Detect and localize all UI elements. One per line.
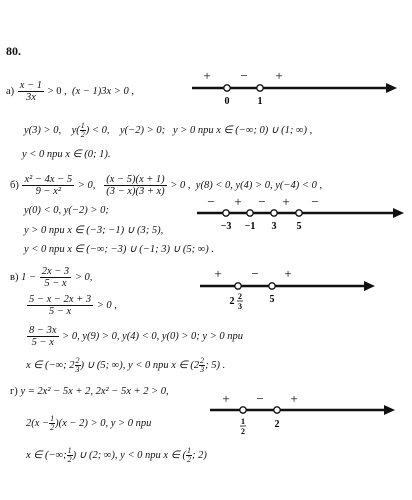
part-b-fraction-1	[22, 174, 74, 197]
part-b-point-2	[247, 210, 253, 216]
part-b-fraction-1-num: x² − 4x − 5	[24, 174, 73, 185]
part-g-point-2	[274, 407, 280, 413]
part-b-point-label-4: 5	[296, 221, 302, 232]
part-b-negative: y < 0 при x ∈ (−∞; −3) ∪ (−1; 3) ∪ (5; ∞) .	[24, 244, 214, 255]
part-v-l3-den: 5 − x	[31, 337, 54, 348]
part-a-ineq-rest: > 0 ,	[47, 85, 67, 97]
part-b-fraction-2-den: (3 − x)(3 + x)	[106, 186, 165, 197]
part-v-point-2	[269, 283, 275, 289]
part-v-l4-fn: 2	[75, 356, 80, 365]
part-g-l2-pre: 2(x −	[26, 417, 50, 429]
part-g-l3-den: 2	[67, 455, 72, 464]
part-g-l1: y = 2x² − 5x + 2, 2x² − 5x + 2 > 0,	[20, 386, 169, 397]
part-v-l3-post: > 0, y(9) > 0, y(4) < 0, y(0) > 0; y > 0 при	[62, 330, 244, 342]
part-g-l3-den2: 2	[186, 455, 191, 464]
part-v-label: в)	[10, 271, 19, 283]
part-v-l1-post: > 0,	[74, 271, 93, 283]
part-v-point-label-2: 5	[269, 294, 275, 305]
part-b-point-1	[223, 210, 229, 216]
part-a-sign-2: −	[240, 68, 248, 83]
part-b-point-label-2: −1	[244, 221, 256, 232]
part-a-fraction	[18, 80, 44, 103]
part-g-l3-mid: ) ∪ (2; ∞), y < 0 при x ∈ (	[72, 449, 186, 461]
part-a-check-2-den: 2	[80, 130, 85, 139]
part-g-l2-post: )(x − 2) > 0, y > 0 при	[55, 417, 152, 429]
part-b-inequalities	[10, 174, 322, 197]
part-b-sign-2: +	[234, 196, 242, 209]
part-g-l3-post: ; 2)	[191, 449, 207, 461]
part-a-label: а)	[6, 85, 15, 97]
part-v-l2-den: 5 − x	[48, 306, 72, 317]
part-a-point-0	[224, 85, 230, 91]
part-b-sign-4: +	[282, 196, 290, 209]
part-v-point-1-den: 3	[238, 302, 242, 311]
part-a-sign-3: +	[275, 68, 283, 83]
part-v-line-4	[26, 357, 225, 374]
part-a-check-2-end: ) < 0,	[85, 124, 110, 136]
part-a-arrow	[386, 83, 397, 93]
problem-number: 80.	[6, 44, 21, 58]
part-b-number-line	[195, 196, 407, 234]
part-v-line-2	[26, 294, 117, 317]
part-a-inequality	[6, 80, 134, 103]
part-g-label: г)	[10, 386, 18, 397]
part-g-l2-den: 2	[50, 423, 55, 432]
part-b-point-label-3: 3	[271, 221, 277, 232]
part-b-sign-3: −	[258, 196, 266, 209]
part-g-line-3	[26, 447, 207, 464]
part-v-number-line	[198, 264, 378, 316]
part-a-fraction-denominator: 3x	[25, 92, 36, 103]
part-v-l4-mid: ) ∪ (5; ∞), y < 0 при x ∈ (2	[80, 359, 200, 371]
part-a-point-1	[257, 85, 263, 91]
part-g-point-label-2: 2	[274, 419, 280, 430]
part-a-result: y < 0 при x ∈ (0; 1).	[22, 149, 111, 160]
part-v-l4-pre: x ∈ (−∞; 2	[26, 359, 75, 371]
part-g-point-1	[240, 407, 246, 413]
part-b-point-label-1: −3	[220, 221, 232, 232]
part-b-fraction-1-den: 9 − x²	[35, 186, 61, 197]
part-b-sign-5: −	[311, 196, 319, 209]
part-v-l2-num: 5 − x − 2x + 3	[29, 294, 92, 305]
part-b-checks-1: y(8) < 0, y(4) > 0, y(−4) < 0 ,	[195, 179, 323, 191]
part-v-l3-fraction	[27, 325, 59, 348]
part-a-equivalent: (x − 1)3x > 0 ,	[71, 85, 134, 97]
part-v-l3-num: 8 − 3x	[29, 325, 57, 336]
part-g-sign-1: +	[222, 392, 230, 406]
part-g-point-1-den: 2	[241, 427, 245, 436]
part-a-check-1: y(3) > 0,	[24, 124, 62, 136]
part-b-checks-2: y(0) < 0, y(−2) > 0;	[24, 205, 109, 216]
part-b-arrow	[393, 208, 404, 218]
part-g-number-line	[208, 392, 396, 444]
part-a-point-label-1: 0	[224, 96, 230, 107]
part-v-l4-fd2: 3	[200, 365, 205, 374]
part-v-l4-fd: 3	[75, 365, 80, 374]
part-b-point-4	[296, 210, 302, 216]
part-g-sign-3: +	[290, 392, 298, 406]
part-v-line-3	[26, 325, 243, 348]
part-v-point-1-num: 2	[238, 292, 242, 301]
part-v-l2-fraction	[27, 294, 93, 317]
part-b-point-3	[271, 210, 277, 216]
part-v-sign-1: +	[214, 266, 222, 281]
part-b-gt-2: > 0 ,	[170, 179, 191, 191]
part-v-l4-fn2: 2	[200, 356, 205, 365]
part-g-l2-num: 1	[50, 414, 55, 423]
part-b-fraction-2-num: (x − 5)(x + 1)	[106, 174, 165, 185]
part-v-l1-fraction	[40, 266, 72, 289]
part-g-line-1	[10, 386, 169, 397]
part-a-number-line	[190, 66, 400, 110]
part-b-fraction-2	[104, 174, 166, 197]
part-v-l1-num: 2x − 3	[41, 266, 70, 277]
part-a-check-2-num: 1	[80, 121, 85, 130]
part-a-check-2-start: y(	[71, 124, 80, 136]
part-a-sign-1: +	[203, 68, 211, 83]
part-g-l3-num2: 1	[186, 446, 191, 455]
part-v-l2-post: > 0 ,	[96, 299, 117, 311]
part-v-l4-post: ; 5) .	[205, 359, 226, 371]
part-v-sign-3: +	[284, 266, 292, 281]
part-g-arrow	[384, 405, 395, 415]
part-a-point-label-2: 1	[257, 96, 263, 107]
part-v-point-1-whole: 2	[229, 296, 235, 307]
part-v-sign-2: −	[251, 266, 259, 281]
part-b-label: б)	[10, 179, 19, 191]
part-b-gt-1: > 0,	[77, 179, 96, 191]
part-v-arrow	[364, 281, 375, 291]
part-b-sign-1: −	[207, 196, 215, 209]
part-b-positive: y > 0 при x ∈ (−3; −1) ∪ (3; 5),	[24, 225, 164, 236]
part-g-line-2	[26, 415, 151, 432]
part-v-l1-pre: 1 −	[21, 271, 37, 283]
part-a-check-3: y(−2) > 0;	[120, 124, 166, 136]
part-g-point-1-num: 1	[241, 417, 245, 426]
part-a-positive-intervals: y > 0 при x ∈ (−∞; 0) ∪ (1; ∞) ,	[172, 124, 313, 136]
part-v-l1-den: 5 − x	[44, 278, 67, 289]
part-v-line-1	[10, 266, 92, 289]
part-g-l3-pre: x ∈ (−∞;	[26, 449, 67, 461]
part-v-point-1	[235, 283, 241, 289]
part-a-fraction-numerator: x − 1	[19, 80, 43, 91]
part-g-sign-2: −	[256, 392, 264, 406]
part-g-l3-num: 1	[67, 446, 72, 455]
part-a-checks	[24, 122, 312, 139]
